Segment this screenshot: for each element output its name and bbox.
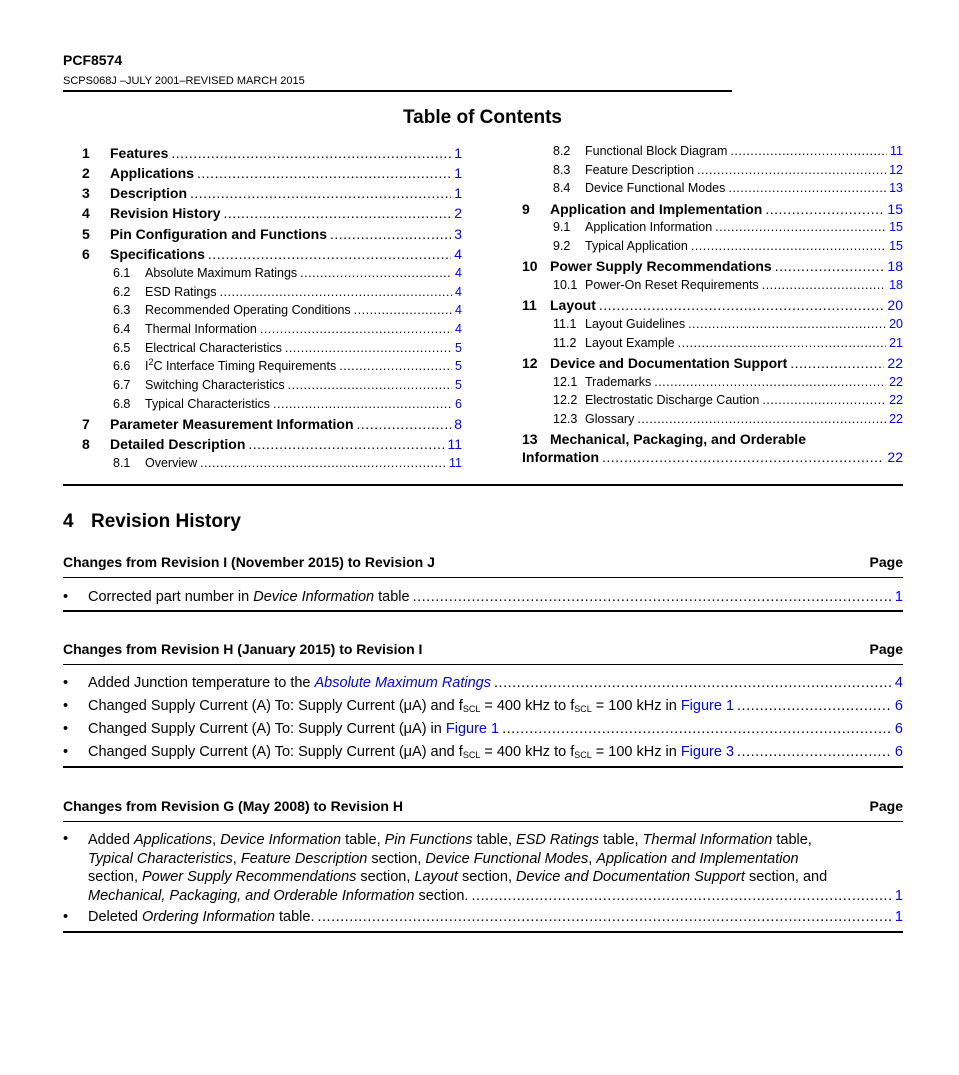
toc-leader-dots (260, 322, 452, 336)
toc-entry-page[interactable]: 5 (455, 378, 462, 392)
text-run: section, (88, 869, 142, 885)
text-run: section. (414, 887, 469, 904)
toc-entry-label: Trademarks (585, 375, 652, 389)
document-part-number: PCF8574 (63, 52, 123, 68)
section-top-rule (63, 664, 903, 665)
change-item (63, 744, 903, 760)
toc-entry-page[interactable]: 11 (447, 436, 462, 452)
cross-reference-link[interactable]: Figure 3 (680, 744, 735, 760)
toc-entry-number: 4 (82, 205, 90, 221)
toc-entry-page[interactable]: 4 (455, 322, 462, 336)
toc-leader-dots (728, 181, 886, 195)
text-run: table, (341, 832, 385, 848)
toc-entry-number: 11.1 (553, 317, 577, 331)
toc-entry-label: Layout (550, 297, 596, 313)
toc-entry-label: Typical Characteristics (145, 397, 271, 411)
toc-entry-number: 6.5 (113, 341, 131, 355)
italic-reference: ESD Ratings (516, 832, 600, 848)
bullet: • (63, 831, 69, 847)
toc-leader-dots (171, 145, 451, 161)
toc-entry-page[interactable]: 15 (887, 201, 903, 217)
leader-dots (502, 721, 892, 737)
toc-entry-number: 7 (82, 416, 90, 432)
toc-entry-label: Specifications (110, 246, 205, 262)
toc-leader-dots (300, 266, 452, 280)
toc-entry-number: 9.1 (553, 220, 571, 234)
italic-reference: Mechanical, Packaging, and Orderable Information (88, 887, 415, 904)
toc-entry-number: 6.1 (113, 266, 131, 280)
toc-entry-page[interactable]: 18 (887, 258, 903, 274)
section-number: 4 (63, 511, 74, 532)
change-item-page[interactable]: 1 (894, 887, 903, 904)
toc-entry-label: Features (110, 145, 169, 161)
toc-entry[interactable] (82, 226, 462, 242)
text-run: section, (457, 869, 516, 885)
toc-entry-page[interactable]: 5 (455, 341, 462, 355)
change-section-title (63, 641, 903, 657)
toc-entry-page[interactable]: 15 (889, 239, 903, 253)
toc-entry-number: 6.8 (113, 397, 131, 411)
toc-entry-label: Parameter Measurement Information (110, 416, 354, 432)
toc-entry-label: Power-On Reset Requirements (585, 278, 759, 292)
italic-reference: Application and Implementation (596, 850, 799, 867)
leader-dots (737, 698, 892, 714)
toc-leader-dots (288, 378, 452, 392)
toc-entry-label: Mechanical, Packaging, and Orderable (550, 431, 806, 447)
change-item-page[interactable]: 1 (894, 909, 903, 925)
change-item (63, 909, 903, 925)
toc-entry-label: Overview (145, 456, 198, 470)
toc-leader-dots (762, 278, 886, 292)
toc-entry[interactable] (553, 278, 903, 292)
toc-entry-number: 11.2 (553, 336, 577, 350)
toc-entry[interactable] (553, 220, 903, 234)
bullet: • (63, 721, 69, 737)
italic-reference: Feature Description (240, 850, 368, 867)
toc-entry[interactable] (553, 163, 903, 177)
toc-entry-number: 8.4 (553, 181, 571, 195)
toc-leader-dots (190, 185, 451, 201)
toc-entry[interactable] (113, 303, 462, 317)
toc-leader-dots (775, 258, 885, 274)
change-item-text: Corrected part number in Device Information table (88, 589, 410, 605)
toc-entry-number: 6.6 (113, 359, 131, 373)
toc-entry-label: $I^2C$ Interface Timing Requirements (145, 357, 337, 373)
toc-leader-dots (599, 297, 885, 313)
toc-entry[interactable] (522, 201, 903, 217)
toc-entry[interactable] (82, 246, 462, 262)
toc-entry-label: Absolute Maximum Ratings (145, 266, 298, 280)
italic-reference: Thermal Information (642, 832, 773, 848)
toc-entry[interactable] (553, 181, 903, 195)
toc-entry-number: 6.7 (113, 378, 131, 392)
toc-entry-number: 10 (522, 258, 538, 274)
toc-entry-label: Power Supply Recommendations (550, 258, 772, 274)
italic-reference: Device Information (220, 832, 342, 848)
toc-leader-dots (654, 375, 886, 389)
section-bottom-rule (63, 766, 903, 768)
bullet: • (63, 744, 69, 760)
toc-entry-label: Application Information (585, 220, 713, 234)
bullet: • (63, 589, 69, 605)
toc-leader-dots (790, 355, 884, 371)
toc-entry-number: 6.2 (113, 285, 131, 299)
toc-entry[interactable] (553, 239, 903, 253)
toc-title: Table of Contents (402, 107, 563, 128)
toc-entry[interactable] (522, 258, 903, 274)
change-item (63, 698, 903, 714)
toc-entry-label: Detailed Description (110, 436, 246, 452)
toc-entry[interactable] (553, 393, 903, 407)
toc-leader-dots (602, 449, 884, 465)
toc-entry[interactable] (553, 375, 903, 389)
toc-entry-page[interactable]: 1 (454, 185, 462, 201)
toc-entry-number: 9 (522, 201, 530, 217)
text-run: table, (472, 832, 517, 848)
toc-entry-number: 11 (522, 297, 537, 313)
toc-entry[interactable] (82, 416, 462, 432)
toc-entry-continuation (522, 449, 903, 465)
page-column-label: Page (869, 641, 903, 657)
toc-entry-label: Layout Guidelines (585, 317, 686, 331)
toc-leader-dots (200, 456, 446, 470)
toc-leader-dots (762, 393, 886, 407)
toc-entry-page[interactable]: 21 (889, 336, 903, 350)
toc-entry-number: 12.1 (553, 375, 578, 389)
text-run: section, (356, 869, 415, 885)
toc-entry-page[interactable]: 1 (454, 145, 462, 161)
change-section-title (63, 554, 903, 570)
toc-leader-dots (208, 246, 451, 262)
toc-entry-label: Device Functional Modes (585, 181, 726, 195)
toc-entry[interactable] (82, 185, 462, 201)
toc-leader-dots (330, 226, 451, 242)
toc-leader-dots (688, 317, 886, 331)
toc-entry-number: 10.1 (553, 278, 578, 292)
toc-entry-number: 9.2 (553, 239, 571, 253)
text-run: Added (88, 832, 134, 848)
toc-entry[interactable] (113, 397, 462, 411)
toc-entry-label: Application and Implementation (550, 201, 763, 217)
toc-entry[interactable] (522, 355, 903, 371)
toc-entry-label: Recommended Operating Conditions (145, 303, 351, 317)
toc-entry-number: 13 (522, 431, 538, 447)
header-divider (63, 90, 732, 92)
bullet: • (63, 675, 69, 691)
toc-entry-number: 6.3 (113, 303, 131, 317)
toc-entry-label: Layout Example (585, 336, 675, 350)
section-top-rule (63, 577, 903, 578)
leader-dots (494, 675, 892, 691)
change-item-text: Changed Supply Current (A) To: Supply Current (μA) in Figure 1 (88, 721, 500, 737)
toc-entry-page[interactable]: 4 (455, 303, 462, 317)
toc-leader-dots (697, 163, 886, 177)
toc-entry-page[interactable]: 22 (887, 355, 903, 371)
toc-leader-dots (765, 201, 884, 217)
toc-entry-page[interactable]: 5 (455, 359, 462, 373)
toc-entry-page[interactable]: 11 (449, 456, 462, 470)
toc-entry[interactable] (522, 297, 903, 313)
leader-dots (318, 909, 892, 925)
leader-dots (471, 887, 891, 906)
toc-entry-label: Electrostatic Discharge Caution (585, 393, 760, 407)
toc-entry-page[interactable]: 20 (887, 297, 903, 313)
toc-entry-number: 8.3 (553, 163, 571, 177)
change-item-page[interactable]: 6 (894, 744, 903, 760)
toc-entry[interactable] (113, 322, 462, 336)
toc-leader-dots (285, 341, 452, 355)
toc-entry-page[interactable]: 4 (455, 266, 462, 280)
toc-entry-number: 12.2 (553, 393, 578, 407)
text-run: table, (599, 832, 643, 848)
section-bottom-rule (63, 610, 903, 612)
toc-entry-number: 12.3 (553, 412, 578, 426)
toc-entry-page[interactable]: 11 (890, 144, 903, 158)
section-top-rule (63, 821, 903, 822)
cross-reference-link[interactable]: Figure 1 (445, 721, 500, 737)
toc-leader-dots (197, 165, 451, 181)
change-section-title (63, 798, 903, 814)
toc-entry-label: Applications (110, 165, 195, 181)
toc-leader-dots (691, 239, 886, 253)
toc-entry-number: 8.1 (113, 456, 131, 470)
toc-entry-label: Revision History (110, 205, 221, 221)
change-section-label: Changes from Revision I (November 2015) to Revision J (63, 554, 435, 570)
change-item-text: Changed Supply Current (A) To: Supply Current (μA) and $f_{SCL} = 400$ kHz to $f_{SCL} = 100$ kHz in Figure 3 (88, 744, 735, 760)
text-run: section, and (744, 869, 828, 885)
change-item-page[interactable]: 6 (894, 721, 903, 737)
toc-entry-page[interactable]: 12 (889, 163, 903, 177)
toc-leader-dots (220, 285, 452, 299)
toc-leader-dots (678, 336, 886, 350)
toc-entry-page[interactable]: 3 (454, 226, 462, 242)
toc-entry[interactable] (553, 336, 903, 350)
toc-leader-dots (354, 303, 452, 317)
toc-entry-label: ESD Ratings (145, 285, 217, 299)
toc-entry-number: 8 (82, 436, 90, 452)
toc-entry[interactable] (82, 145, 462, 161)
italic-reference: Typical Characteristics (88, 850, 233, 867)
bullet: • (63, 698, 69, 714)
italic-reference: Device and Documentation Support (516, 869, 745, 885)
text-run: , (588, 850, 597, 867)
toc-entry-number: 6 (82, 246, 90, 262)
change-item (63, 721, 903, 737)
change-item-text: Deleted Ordering Information table. (88, 909, 315, 925)
change-section-label: Changes from Revision G (May 2008) to Revision H (63, 798, 403, 814)
toc-entry-number: 12 (522, 355, 538, 371)
toc-leader-dots (248, 436, 444, 452)
text-run: table, (772, 832, 812, 848)
toc-leader-dots (223, 205, 451, 221)
toc-entry-page[interactable]: 8 (454, 416, 462, 432)
change-item-page[interactable]: 4 (894, 675, 903, 691)
toc-entry-label: Functional Block Diagram (585, 144, 728, 158)
toc-leader-dots (715, 220, 886, 234)
leader-dots (413, 589, 892, 605)
revision-history-heading (63, 511, 241, 533)
toc-entry-number: 6.4 (113, 322, 131, 336)
toc-entry[interactable] (113, 359, 462, 373)
italic-reference: Power Supply Recommendations (142, 869, 357, 885)
toc-leader-dots (273, 397, 452, 411)
toc-entry-label: Typical Application (585, 239, 688, 253)
text-run: , (212, 832, 221, 848)
toc-entry-number: 8.2 (553, 144, 571, 158)
toc-entry[interactable] (553, 317, 903, 331)
toc-leader-dots (339, 359, 452, 373)
toc-entry[interactable] (113, 266, 462, 280)
change-item-text: Added Junction temperature to the Absolute Maximum Ratings (88, 675, 492, 691)
toc-entry-number: 3 (82, 185, 90, 201)
toc-entry-page[interactable]: 22 (889, 375, 903, 389)
toc-entry[interactable] (113, 341, 462, 355)
cross-reference-link[interactable]: Absolute Maximum Ratings (314, 675, 492, 691)
change-item (88, 831, 903, 905)
toc-entry-label: Feature Description (585, 163, 695, 177)
toc-entry[interactable] (113, 456, 462, 470)
toc-entry-label: Information (522, 449, 599, 465)
change-section-label: Changes from Revision H (January 2015) to Revision I (63, 641, 423, 657)
section-bottom-rule (63, 931, 903, 933)
leader-dots (737, 744, 892, 760)
toc-entry[interactable] (82, 205, 462, 221)
italic-reference: Pin Functions (384, 832, 473, 848)
toc-leader-dots (637, 412, 886, 426)
document-revision-line: SCPS068J –JULY 2001–REVISED MARCH 2015 (63, 75, 305, 87)
toc-entry-page[interactable]: 6 (455, 397, 462, 411)
toc-entry[interactable] (113, 285, 462, 299)
page-column-label: Page (869, 798, 903, 814)
toc-entry-label: Thermal Information (145, 322, 257, 336)
cross-reference-link[interactable]: Figure 1 (680, 698, 735, 714)
page-column-label: Page (869, 554, 903, 570)
toc-entry-label: Description (110, 185, 188, 201)
toc-entry[interactable] (522, 431, 903, 465)
toc-entry-label: Glossary (585, 412, 635, 426)
text-run: section, (367, 850, 426, 867)
change-item-text: Changed Supply Current (A) To: Supply Current (μA) and $f_{SCL} = 400$ kHz to $f_{SCL} = 100$ kHz in Figure 1 (88, 698, 735, 714)
italic-reference: Layout (414, 869, 458, 885)
change-item-page[interactable]: 6 (894, 698, 903, 714)
toc-leader-dots (357, 416, 452, 432)
toc-entry-page[interactable]: 2 (454, 205, 462, 221)
toc-entry[interactable] (82, 165, 462, 181)
toc-entry-number: 1 (82, 145, 90, 161)
italic-reference: Applications (133, 832, 213, 848)
toc-entry[interactable] (553, 412, 903, 426)
toc-entry[interactable] (113, 378, 462, 392)
change-item (63, 589, 903, 605)
toc-entry-page[interactable]: 18 (889, 278, 903, 292)
toc-entry[interactable] (553, 144, 903, 158)
toc-entry-page[interactable]: 20 (889, 317, 903, 331)
toc-entry-label: Switching Characteristics (145, 378, 285, 392)
toc-entry-page[interactable]: 1 (454, 165, 462, 181)
toc-divider (63, 484, 903, 486)
toc-entry-page[interactable]: 13 (889, 181, 903, 195)
toc-entry[interactable] (82, 436, 462, 452)
change-item (63, 675, 903, 691)
toc-entry-number: 5 (82, 226, 90, 242)
toc-entry-label: Pin Configuration and Functions (110, 226, 327, 242)
text-run: , (232, 850, 241, 867)
change-item-page[interactable]: 1 (894, 589, 903, 605)
toc-leader-dots (730, 144, 887, 158)
italic-reference: Device Functional Modes (425, 850, 589, 867)
toc-entry-page[interactable]: 22 (889, 412, 903, 426)
toc-entry-page[interactable]: 22 (889, 393, 903, 407)
toc-entry-page[interactable]: 4 (455, 285, 462, 299)
section-title: Revision History (91, 511, 241, 532)
toc-entry-page[interactable]: 15 (889, 220, 903, 234)
toc-entry-number: 2 (82, 165, 90, 181)
bullet: • (63, 909, 69, 925)
toc-entry-page[interactable]: 4 (454, 246, 462, 262)
toc-entry-label: Electrical Characteristics (145, 341, 282, 355)
toc-entry-page[interactable]: 22 (887, 449, 903, 465)
toc-entry-label: Device and Documentation Support (550, 355, 788, 371)
